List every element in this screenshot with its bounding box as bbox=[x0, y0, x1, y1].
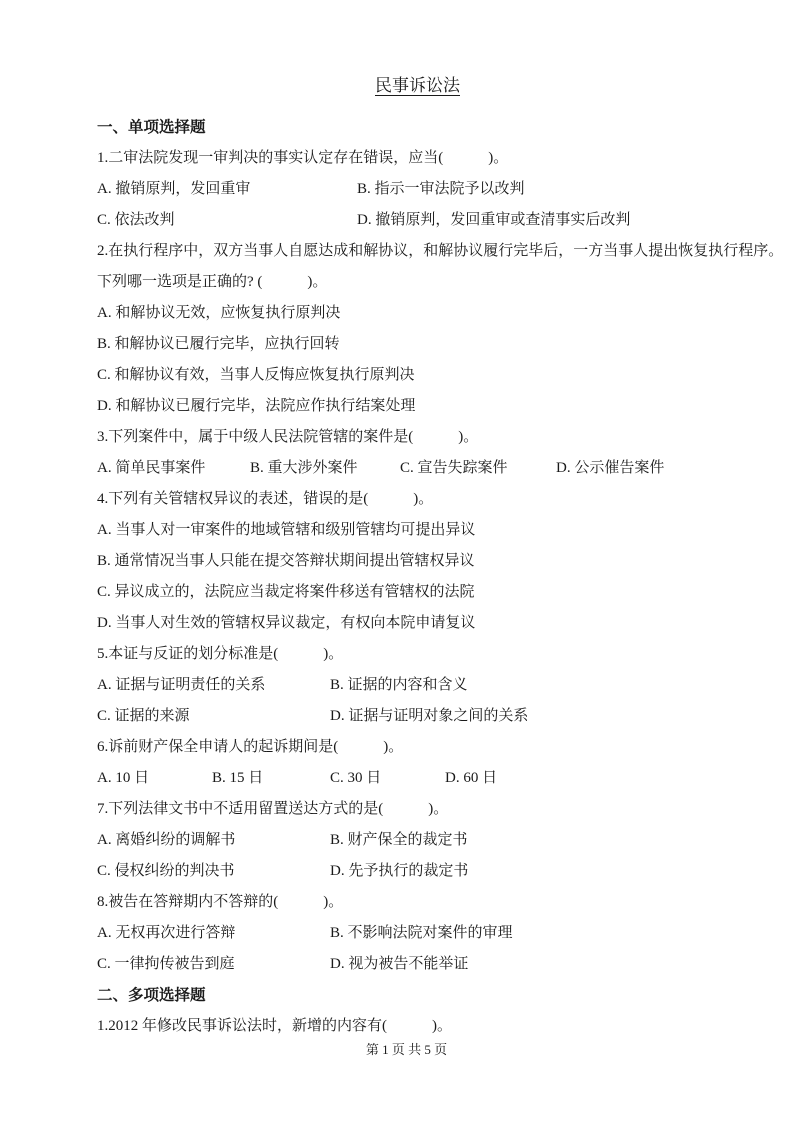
option: D. 先予执行的裁定书 bbox=[330, 863, 469, 879]
option-row bbox=[97, 174, 738, 205]
question-text: 1.二审法院发现一审判决的事实认定存在错误，应当( )。 bbox=[97, 150, 509, 166]
option: C. 依法改判 bbox=[97, 212, 175, 228]
option: B. 15 日 bbox=[212, 770, 264, 786]
option: C. 和解协议有效，当事人反悔应恢复执行原判决 bbox=[97, 367, 415, 383]
option-row bbox=[97, 453, 738, 484]
option-row bbox=[97, 391, 738, 422]
document-title-text: 民事诉讼法 bbox=[375, 76, 460, 95]
option: A. 证据与证明责任的关系 bbox=[97, 677, 266, 693]
option: B. 指示一审法院予以改判 bbox=[357, 181, 525, 197]
option-row bbox=[97, 825, 738, 856]
option: D. 视为被告不能举证 bbox=[330, 956, 469, 972]
option: D. 和解协议已履行完毕，法院应作执行结案处理 bbox=[97, 398, 416, 414]
option-row bbox=[97, 360, 738, 391]
option: A. 10 日 bbox=[97, 770, 150, 786]
option-row bbox=[97, 205, 738, 236]
option-row bbox=[97, 701, 738, 732]
option: D. 证据与证明对象之间的关系 bbox=[330, 708, 529, 724]
option: A. 简单民事案件 bbox=[97, 460, 206, 476]
option-row bbox=[97, 546, 738, 577]
option-row bbox=[97, 608, 738, 639]
page-footer: 第 1 页 共 5 页 bbox=[365, 1042, 448, 1057]
option: A. 无权再次进行答辩 bbox=[97, 925, 236, 941]
option-row bbox=[97, 763, 738, 794]
question-text: 2.在执行程序中，双方当事人自愿达成和解协议，和解协议履行完毕后，一方当事人提出恢复执行程序。 bbox=[97, 243, 784, 259]
option-row bbox=[97, 949, 738, 980]
option: B. 和解协议已履行完毕，应执行回转 bbox=[97, 336, 340, 352]
option: C. 一律拘传被告到庭 bbox=[97, 956, 235, 972]
option: A. 和解协议无效，应恢复执行原判决 bbox=[97, 305, 341, 321]
option: D. 撤销原判，发回重审或查清事实后改判 bbox=[357, 212, 631, 228]
option: B. 通常情况当事人只能在提交答辩状期间提出管辖权异议 bbox=[97, 553, 475, 569]
question-text: 下列哪一选项是正确的? ( )。 bbox=[97, 274, 328, 290]
option-row bbox=[97, 298, 738, 329]
option: D. 60 日 bbox=[445, 770, 498, 786]
question-text: 6.诉前财产保全申请人的起诉期间是( )。 bbox=[97, 739, 404, 755]
option-row bbox=[97, 577, 738, 608]
question-text: 5.本证与反证的划分标准是( )。 bbox=[97, 646, 344, 662]
option-row bbox=[97, 670, 738, 701]
document-body bbox=[97, 112, 784, 1042]
option: A. 离婚纠纷的调解书 bbox=[97, 832, 236, 848]
section-heading: 二、多项选择题 bbox=[97, 987, 206, 1004]
option: B. 不影响法院对案件的审理 bbox=[330, 925, 513, 941]
document-content bbox=[97, 0, 784, 1042]
question-text: 4.下列有关管辖权异议的表述，错误的是( )。 bbox=[97, 491, 434, 507]
option: C. 宣告失踪案件 bbox=[400, 460, 508, 476]
option: C. 侵权纠纷的判决书 bbox=[97, 863, 235, 879]
option: B. 重大涉外案件 bbox=[250, 460, 358, 476]
question-text: 7.下列法律文书中不适用留置送达方式的是( )。 bbox=[97, 801, 449, 817]
option: D. 公示催告案件 bbox=[556, 460, 665, 476]
option-row bbox=[97, 856, 738, 887]
option: C. 30 日 bbox=[330, 770, 382, 786]
section-heading: 一、单项选择题 bbox=[97, 119, 206, 136]
option: A. 撤销原判，发回重审 bbox=[97, 181, 251, 197]
option: B. 财产保全的裁定书 bbox=[330, 832, 468, 848]
option: D. 当事人对生效的管辖权异议裁定，有权向本院申请复议 bbox=[97, 615, 476, 631]
option: A. 当事人对一审案件的地域管辖和级别管辖均可提出异议 bbox=[97, 522, 476, 538]
document-title bbox=[97, 0, 738, 97]
option: B. 证据的内容和含义 bbox=[330, 677, 468, 693]
option: C. 异议成立的，法院应当裁定将案件移送有管辖权的法院 bbox=[97, 584, 475, 600]
question-text: 1.2012 年修改民事诉讼法时，新增的内容有( )。 bbox=[97, 1018, 452, 1034]
option-row bbox=[97, 329, 738, 360]
option: C. 证据的来源 bbox=[97, 708, 190, 724]
question-text: 8.被告在答辩期内不答辩的( )。 bbox=[97, 894, 344, 910]
option-row bbox=[97, 515, 738, 546]
option-row bbox=[97, 918, 738, 949]
question-text: 3.下列案件中，属于中级人民法院管辖的案件是( )。 bbox=[97, 429, 479, 445]
